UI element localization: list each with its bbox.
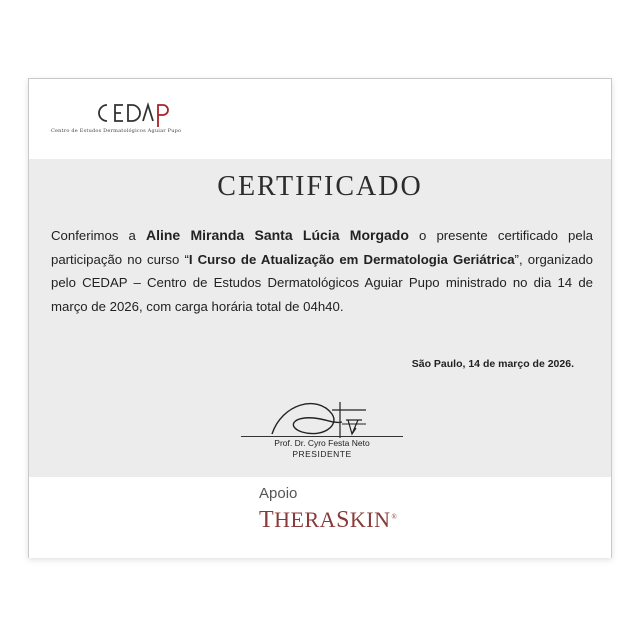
- theraskin-logo: [259, 507, 397, 534]
- certificate-text: [51, 224, 593, 318]
- intro-text: Conferimos a: [51, 228, 136, 243]
- brand-text-hera: HERA: [274, 507, 337, 532]
- certificate-header: [29, 79, 611, 159]
- sponsor-label: Apoio: [259, 485, 298, 502]
- after-course-text: ”, organizado pelo CEDAP – Centro de Estudos Dermatológicos Aguiar Pupo ministrado no dia 14 de março de 2026, com carga horária total de 04h40.: [51, 251, 593, 314]
- registered-mark: ®: [391, 512, 398, 521]
- cedap-logo: [51, 101, 201, 141]
- brand-letter-t: T: [259, 507, 275, 533]
- cedap-logo-mark: [51, 101, 191, 127]
- signature-line: [241, 436, 403, 437]
- logo-subtitle: Centro de Estudos Dermatológicos Aguiar Pupo: [51, 128, 182, 134]
- certificate-page: [28, 78, 612, 558]
- brand-text-kin: KIN: [349, 507, 391, 532]
- date-location: São Paulo, 14 de março de 2026.: [411, 358, 574, 370]
- certificate-title: CERTIFICADO: [217, 171, 423, 202]
- recipient-name: Aline Miranda Santa Lúcia Morgado: [145, 227, 409, 243]
- signature-icon: [262, 394, 392, 442]
- after-name-text: o presente certificado pela participação no curso “: [51, 228, 593, 267]
- brand-letter-s: S: [336, 507, 350, 533]
- signatory-role: PRESIDENTE: [292, 449, 352, 459]
- signatory-name: Prof. Dr. Cyro Festa Neto: [274, 438, 370, 448]
- course-name: I Curso de Atualização em Dermatologia Geriátrica: [188, 251, 515, 267]
